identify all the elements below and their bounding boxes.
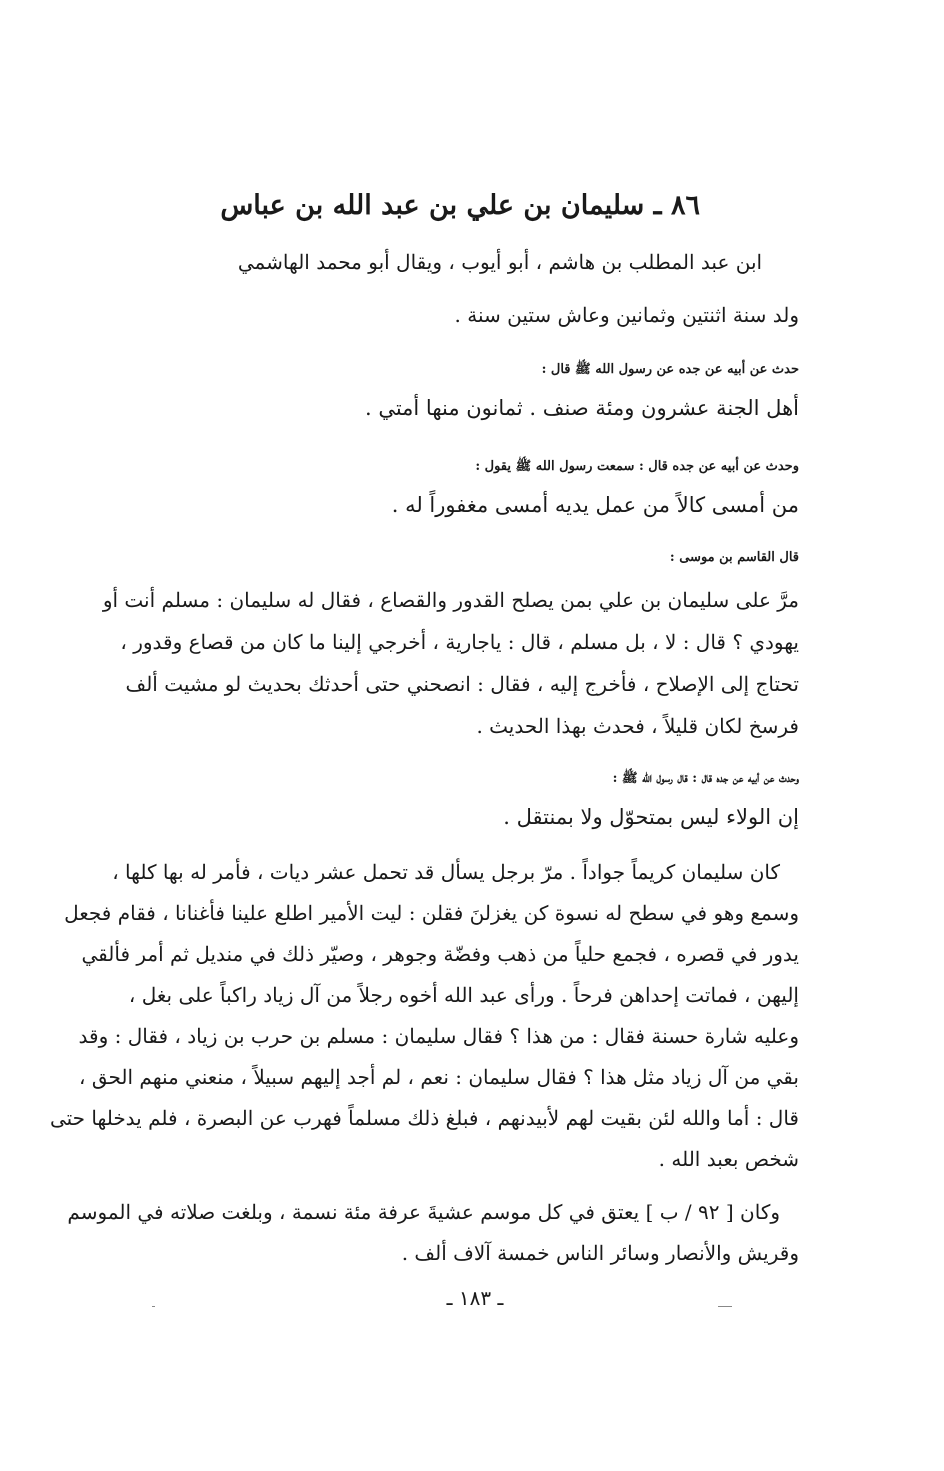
paragraph-line: بقي من آل زياد مثل هذا ؟ فقال سليمان : نعم ، لم أجد إليهم سبيلاً ، منعني منهم الحق ،	[79, 1065, 799, 1089]
paragraph-line: شخص بعبد الله .	[658, 1147, 799, 1171]
story-line: فرسخ لكان قليلاً ، فحدث بهذا الحديث .	[476, 714, 799, 738]
isnad-line: حدث عن أبيه عن جده عن رسول الله ﷺ قال :	[541, 362, 799, 377]
page-title: ٨٦ ـ سليمان بن علي بن عبد الله بن عباس	[220, 190, 700, 221]
paragraph-line: كان سليمان كريماً جواداً . مرّ برجل يسأل قد تحمل عشر ديات ، فأمر له بها كلها ،	[112, 860, 780, 884]
story-line: مرَّ على سليمان بن علي بمن يصلح القدور والقصاع ، فقال له سليمان : مسلم أنت أو	[102, 588, 799, 612]
hadith-text: إن الولاء ليس بمتحوّل ولا بمنتقل .	[503, 805, 799, 829]
isnad-line: قال القاسم بن موسى :	[669, 550, 799, 565]
story-line: يهودي ؟ قال : لا ، بل مسلم ، قال : ياجارية ، أخرجي إلينا ما كان من قصاع وقدور ،	[120, 630, 799, 654]
hadith-text: أهل الجنة عشرون ومئة صنف . ثمانون منها أمتي .	[364, 396, 799, 420]
lineage-line: ابن عبد المطلب بن هاشم ، أبو أيوب ، ويقال أبو محمد الهاشمي	[237, 250, 763, 274]
paragraph-line: وكان [ ٩٢ / ب ] يعتق في كل موسم عشيةَ عرفة مئة نسمة ، وبلغت صلاته في الموسم	[67, 1200, 780, 1224]
paragraph-line: إليهن ، فماتت إحداهن فرحاً . ورأى عبد الله أخوه رجلاً من آل زياد راكباً على بغل ،	[128, 983, 799, 1007]
isnad-line: وحدث عن أبيه عن جده قال : سمعت رسول الله ﷺ يقول :	[475, 459, 799, 474]
scan-speck	[152, 1306, 155, 1307]
paragraph-line: قال : أما والله لئن بقيت لهم لأبيدنهم ، فبلغ ذلك مسلماً فهرب عن البصرة ، فلم يدخلها حتى	[49, 1106, 799, 1130]
isnad-line: وحدث عن أبيه عن جده قال : قال رسول الله ﷺ :	[612, 771, 799, 786]
hadith-text: من أمسى كالاً من عمل يديه أمسى مغفوراً له .	[391, 493, 799, 517]
page-number: ـ ١٨٣ ـ	[446, 1286, 504, 1310]
paragraph-line: يدور في قصره ، فجمع حلياً من ذهب وفضّة وجوهر ، وصيّر ذلك في منديل ثم أمر فألقي	[81, 942, 799, 966]
paragraph-line: وعليه شارة حسنة فقال : من هذا ؟ فقال سليمان : مسلم بن حرب بن زياد ، فقال : وقد	[78, 1024, 799, 1048]
scan-speck	[718, 1306, 732, 1307]
birth-line: ولد سنة اثنتين وثمانين وعاش ستين سنة .	[454, 303, 799, 327]
paragraph-line: وسمع وهو في سطح له نسوة كن يغزلنَ فقلن : ليت الأمير اطلع علينا فأغنانا ، فقام فجعل	[64, 901, 799, 925]
paragraph-line: وقريش والأنصار وسائر الناس خمسة آلاف ألف .	[401, 1241, 799, 1265]
story-line: تحتاج إلى الإصلاح ، فأخرج إليه ، فقال : انصحني حتى أحدثك بحديث لو مشيت ألف	[125, 672, 799, 696]
